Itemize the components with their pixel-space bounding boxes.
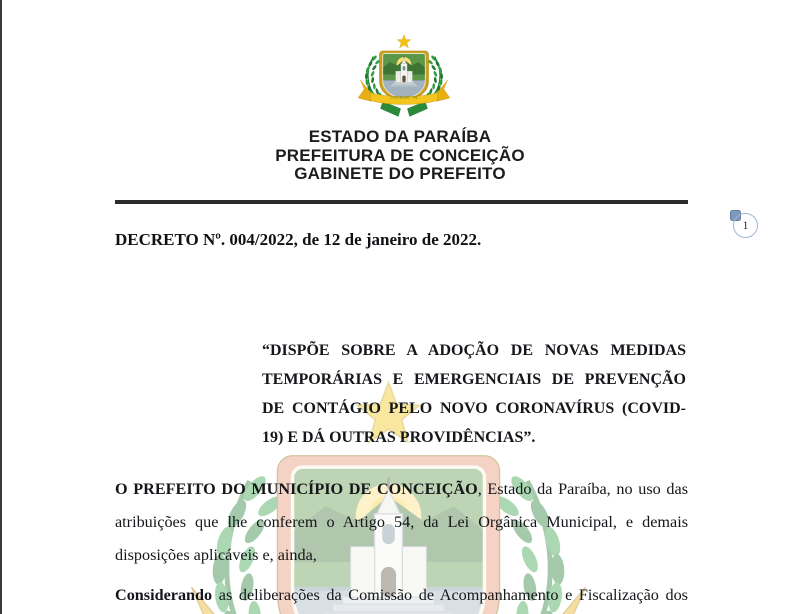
body-line: disposições aplicáveis e, ainda, [115,546,317,564]
letterhead-line-state: ESTADO DA PARAÍBA [308,127,492,146]
preamble-paragraph [115,473,688,572]
letterhead [100,128,700,184]
body-line [115,579,688,612]
quote-line: “DISPÕE SOBRE A ADOÇÃO DE NOVAS MEDIDAS [262,342,686,359]
quote-line: TEMPORÁRIAS E EMERGENCIAIS DE PREVENÇÃO [262,371,686,388]
body-line [115,473,688,506]
comment-annotation-number: 1 [742,219,749,232]
letterhead-line-office: GABINETE DO PREFEITO [294,164,506,183]
decree-summary-quote [262,336,686,452]
quote-line: DE CONTÁGIO PELO NOVO CORONAVÍRUS (COVID- [262,400,686,417]
viewer-left-edge [0,0,2,614]
comment-annotation[interactable] [733,213,758,238]
decree-title: DECRETO Nº. 004/2022, de 12 de janeiro de 2022. [115,230,482,249]
coat-of-arms-icon [348,33,460,121]
considerando-lead: Considerando [115,586,213,604]
preamble-lead: O PREFEITO DO MUNICÍPIO DE CONCEIÇÃO [115,480,478,498]
header-rule [115,200,688,204]
considerando-paragraph [115,579,688,612]
quote-line: 19) E DÁ OUTRAS PROVIDÊNCIAS”. [262,429,536,446]
body-line: atribuições que lhe conferem o Artigo 54, da Lei Orgânica Municipal, e demais [115,513,688,531]
preamble-rest: , Estado da Paraíba, no uso das [477,480,688,498]
considerando-rest: as deliberações da Comissão de Acompanhamento e Fiscalização dos [212,586,688,604]
letterhead-line-city: PREFEITURA DE CONCEIÇÃO [275,145,525,165]
